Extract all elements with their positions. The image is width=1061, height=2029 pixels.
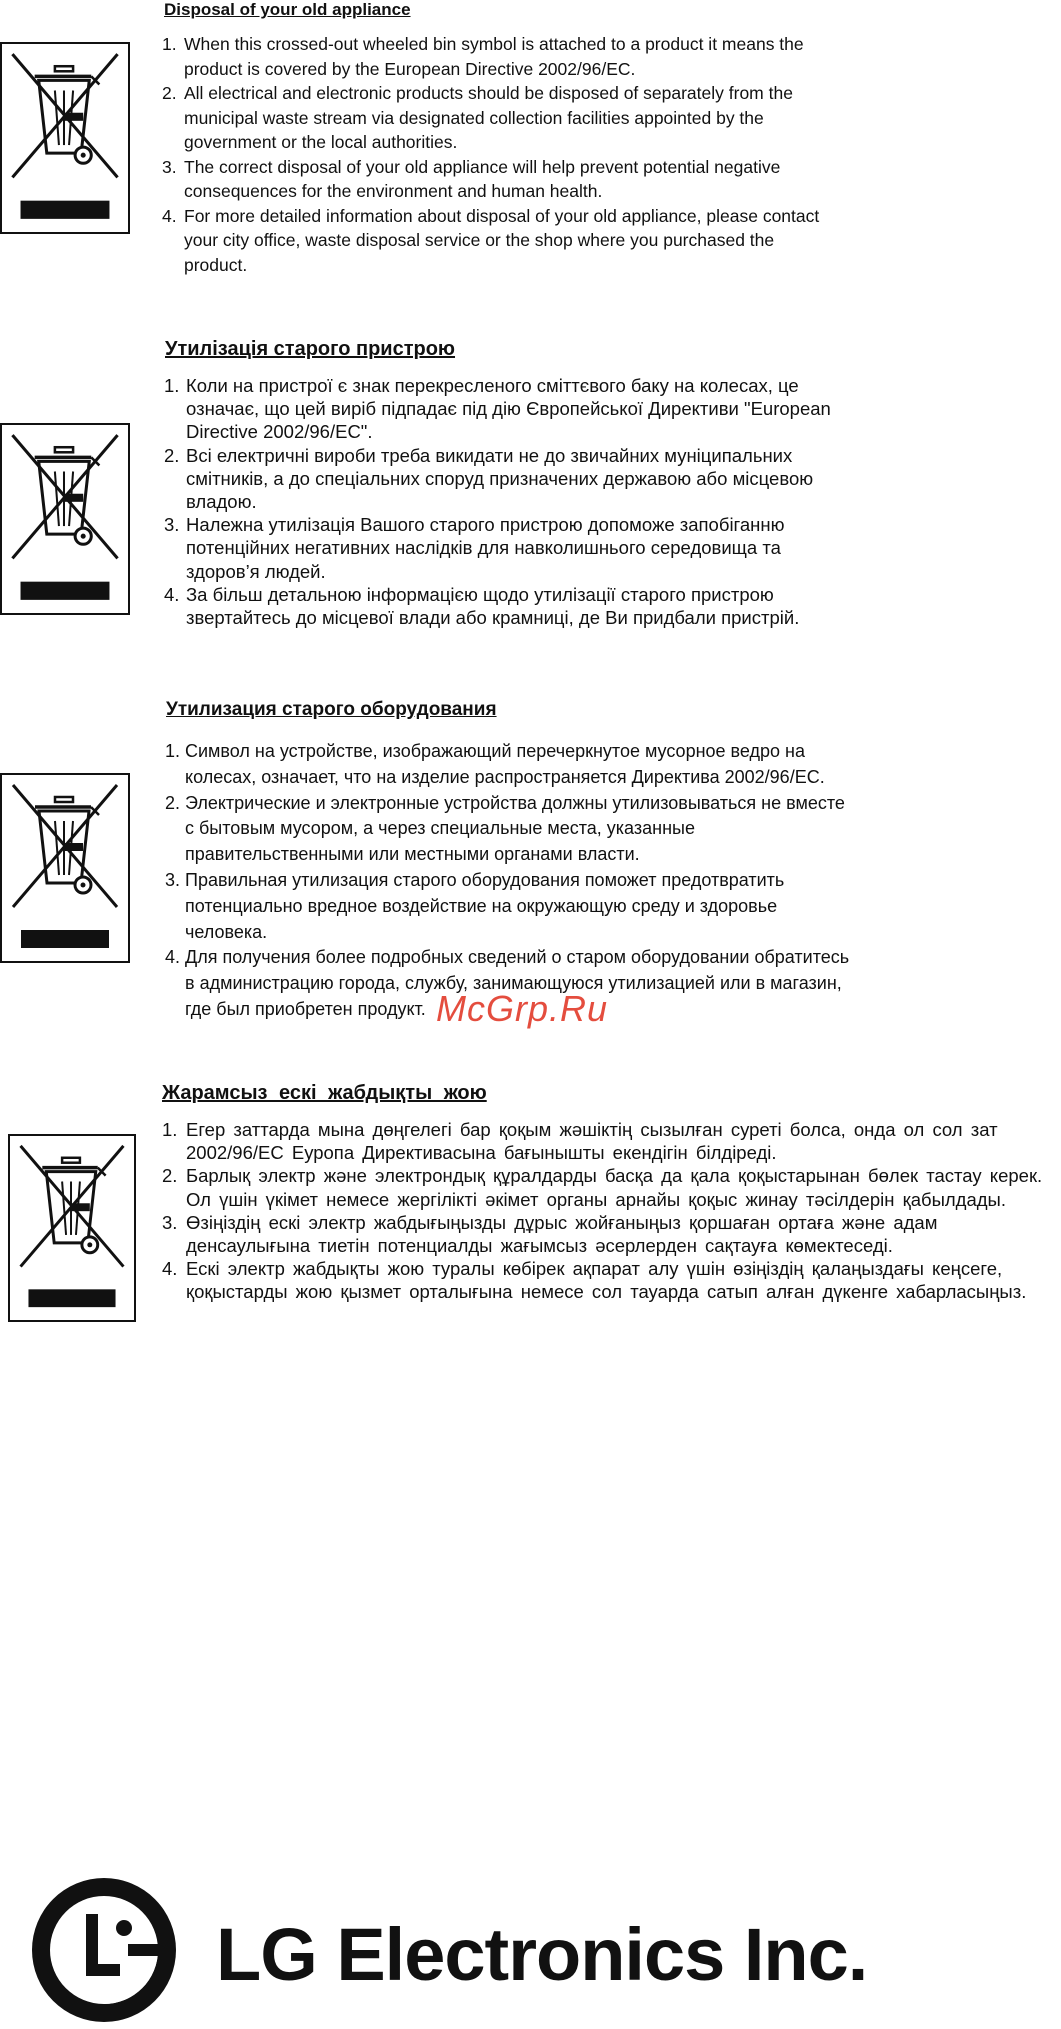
list-item: 2. Барлық электр және электрондық құралдарды басқа да қала қоқыстарынан бөлек тастау керек. Ол үшін үкімет немесе жергілікті әкімет органы арнайы қоқыс жинау тәсілдерін қабылдады.: [162, 1165, 1043, 1210]
list-item: 3. The correct disposal of your old appliance will help prevent potential negative consequences for the environment and human health.: [162, 156, 781, 201]
list-item: 4. For more detailed information about disposal of your old appliance, please contact your city office, waste disposal service or the shop where you purchased the product.: [162, 205, 820, 275]
list-item: 3. Өзіңіздің ескі электр жабдығыңызды дұрыс жойғаныңыз қоршаған ортаға және адам денсаулығына тиетін потенциалды жағымсыз әсерлерден сақтауға көмектеседі.: [162, 1211, 938, 1257]
list-item: 2. Всі електричні вироби треба викидати не до звичайних муніципальних смітників, а до спеціальних споруд призначених державою або місцевою владою.: [164, 444, 814, 513]
list-item: 1. Символ на устройстве, изображающий перечеркнутое мусорное ведро на колесах, означает, что на изделие распространяется Директива 2002/96/EC.: [165, 741, 825, 787]
item-list: [162, 1118, 1060, 1304]
list-item: 1. Коли на пристрої є знак перекресленого сміттєвого баку на колесах, це означає, що цей виріб підпадає під дію Європейської Директиви "European Directive 2002/96/EC".: [164, 375, 831, 443]
list-item: 1. Егер заттарда мына дөңгелегі бар қоқым жәшіктің сызылған суреті болса, онда ол сол зат 2002/96/EC Еуропа Директивасына бағынышты екендігін білдіреді.: [162, 1119, 998, 1164]
item-list: [162, 32, 842, 277]
weee-symbol-icon: [0, 423, 130, 615]
list-item: 2. All electrical and electronic products should be disposed of separately from the municipal waste stream via designated collection facilities appointed by the government or the local authorities.: [162, 83, 793, 152]
list-item: 3. Правильная утилизация старого оборудования поможет предотвратить потенциально вредное воздействие на окружающую среду и здоровье человека.: [165, 869, 785, 942]
list-item: 2. Электрические и электронные устройства должны утилизовываться не вместе с бытовым мусором, а через специальные места, указанные правительственными или местными органами власти.: [165, 792, 845, 865]
lg-logo-icon: [30, 1876, 178, 2024]
item-list: [165, 739, 855, 1023]
list-item: 4. Для получения более подробных сведений о старом оборудовании обратитесь в администрацию города, службу, занимающуюся утилизацией или в магазин, где был приобретен продукт.: [165, 947, 850, 1019]
list-item: 4. За більш детальною інформацією щодо утилізації старого пристрою звертайтесь до місцевої влади або крамниці, де Ви придбали пристрій.: [164, 583, 800, 629]
item-list: [164, 374, 854, 629]
section-heading: Утилізація старого пристрою: [165, 338, 456, 360]
watermark-text: McGrp.Ru: [436, 988, 609, 1029]
weee-symbol-icon: [8, 1134, 136, 1322]
list-item: 3. Належна утилізація Вашого старого пристрою допоможе запобіганню потенційних негативних наслідків для навколишнього середовища та здоров’я людей.: [164, 514, 785, 582]
section-heading: Утилизация старого оборудования: [166, 699, 497, 720]
weee-symbol-icon: [0, 42, 130, 234]
section-heading: Жарамсыз ескі жабдықты жою: [162, 1082, 487, 1104]
section-heading: Disposal of your old appliance: [164, 0, 411, 19]
list-item: 4. Ескі электр жабдықты жою туралы көбірек ақпарат алу үшін өзіңіздің қалаңыздағы кеңсеге, қоқыстарды жою қызмет орталығына немесе сол тауарда сатып алған дүкенге хабарласыңыз.: [162, 1258, 1027, 1303]
company-name: LG Electronics Inc.: [216, 1913, 868, 1996]
weee-symbol-icon: [0, 773, 130, 963]
list-item: 1. When this crossed-out wheeled bin symbol is attached to a product it means the product is covered by the European Directive 2002/96/EC.: [162, 34, 804, 79]
